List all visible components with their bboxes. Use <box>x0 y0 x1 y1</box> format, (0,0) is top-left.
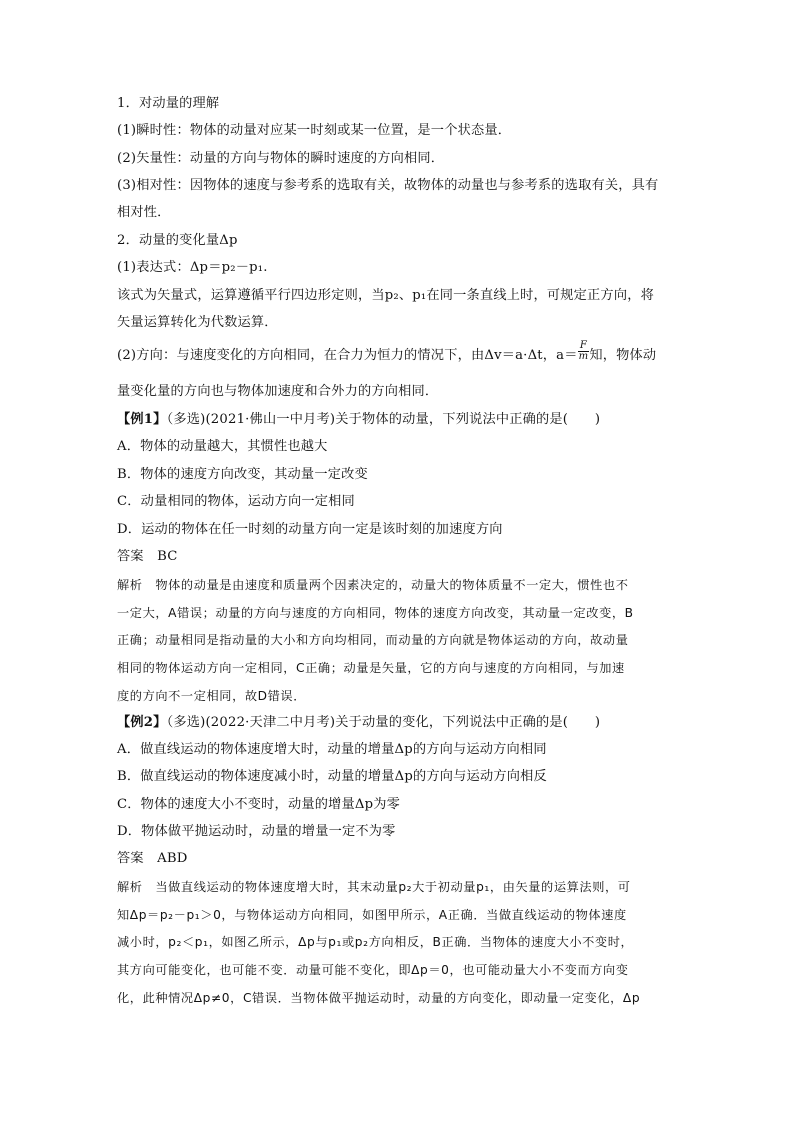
sec2-expression: (1)表达式：Δp＝p₂－p₁. <box>117 260 268 275</box>
sec1-item-3-cont: 相对性． <box>117 205 171 220</box>
sec2-direction-after: 知，物体动 <box>589 348 657 363</box>
ex2-option-c: C．物体的速度大小不变时，动量的增量Δp为零 <box>117 797 401 812</box>
sec2-direction-cont: 量变化量的方向也与物体加速度和合外力的方向相同． <box>117 384 439 399</box>
ex2-analysis-3: 减小时，p₂＜p₁，如图乙所示，Δp与p₁或p₂方向相反，B正确．当物体的速度大小不变时， <box>117 935 634 949</box>
ex1-analysis-4: 相同的物体运动方向一定相同，C正确；动量是矢量，它的方向与速度的方向相同，与加速 <box>117 661 625 675</box>
ex1-option-b: B．物体的速度方向改变，其动量一定改变 <box>117 467 368 482</box>
ex2-option-d: D．物体做平抛运动时，动量的增量一定不为零 <box>117 824 396 839</box>
sec1-item-1: (1)瞬时性：物体的动量对应某一时刻或某一位置，是一个状态量． <box>117 123 512 138</box>
ex1-analysis-2: 一定大，A错误；动量的方向与速度的方向相同，物体的速度方向改变，其动量一定改变，B <box>117 606 634 620</box>
fraction-numerator: F <box>578 341 590 352</box>
ex2-analysis-5: 化，此种情况Δp≠0，C错误．当物体做平抛运动时，动量的方向变化，即动量一定变化，Δp <box>117 991 641 1005</box>
ex1-answer: 答案 BC <box>117 549 178 564</box>
example-1-tag: 【例1】 <box>117 412 167 427</box>
ex2-answer: 答案 ABD <box>117 851 188 866</box>
ex2-analysis-1: 解析 当做直线运动的物体速度增大时，其末动量p₂大于初动量p₁，由矢量的运算法则，可 <box>117 880 631 894</box>
ex1-option-c: C．动量相同的物体，运动方向一定相同 <box>117 494 355 509</box>
ex2-option-a: A．做直线运动的物体速度增大时，动量的增量Δp的方向与运动方向相同 <box>117 742 547 757</box>
example-1-question: （多选)(2021·佛山一中月考)关于物体的动量，下列说法中正确的是( ) <box>166 412 601 427</box>
sec2-text-2: 矢量运算转化为代数运算． <box>117 315 278 330</box>
example-2-question: （多选)(2022·天津二中月考)关于动量的变化，下列说法中正确的是( ) <box>166 715 601 730</box>
ex1-analysis-1: 解析 物体的动量是由速度和质量两个因素决定的，动量大的物体质量不一定大，惯性也不 <box>117 578 629 592</box>
force-mass-fraction <box>578 341 590 362</box>
ex1-option-d: D．运动的物体在任一时刻的动量方向一定是该时刻的加速度方向 <box>117 522 503 537</box>
sec1-item-3: (3)相对性：因物体的速度与参考系的选取有关，故物体的动量也与参考系的选取有关，具有 <box>117 178 659 193</box>
sec2-text-1: 该式为矢量式，运算遵循平行四边形定则，当p₂、p₁在同一条直线上时，可规定正方向，将 <box>117 288 654 303</box>
ex1-analysis-5: 度的方向不一定相同，故D错误． <box>117 689 307 703</box>
example-1-stem <box>117 410 687 430</box>
ex2-analysis-4: 其方向可能变化，也可能不变．动量可能不变化，即Δp＝0，也可能动量大小不变而方向变 <box>117 963 629 977</box>
section-2-heading: 2．动量的变化量Δp <box>117 233 238 248</box>
fraction-denominator: m <box>578 351 589 362</box>
ex1-option-a: A．物体的动量越大，其惯性也越大 <box>117 439 328 454</box>
sec1-item-2: (2)矢量性：动量的方向与物体的瞬时速度的方向相同． <box>117 151 445 166</box>
ex2-analysis-2: 知Δp＝p₂－p₁＞0，与物体运动方向相同，如图甲所示，A正确．当做直线运动的物体速度 <box>117 908 627 922</box>
ex1-analysis-3: 正确；动量相同是指动量的大小和方向均相同，而动量的方向就是物体运动的方向，故动量 <box>117 633 629 647</box>
example-2-stem <box>117 713 687 733</box>
sec2-direction <box>117 340 687 366</box>
section-1-heading: 1．对动量的理解 <box>117 96 220 111</box>
example-2-tag: 【例2】 <box>117 715 167 730</box>
ex2-option-b: B．做直线运动的物体速度减小时，动量的增量Δp的方向与运动方向相反 <box>117 769 547 784</box>
sec2-direction-before: (2)方向：与速度变化的方向相同，在合力为恒力的情况下，由Δv＝a·Δt，a＝ <box>117 348 578 363</box>
